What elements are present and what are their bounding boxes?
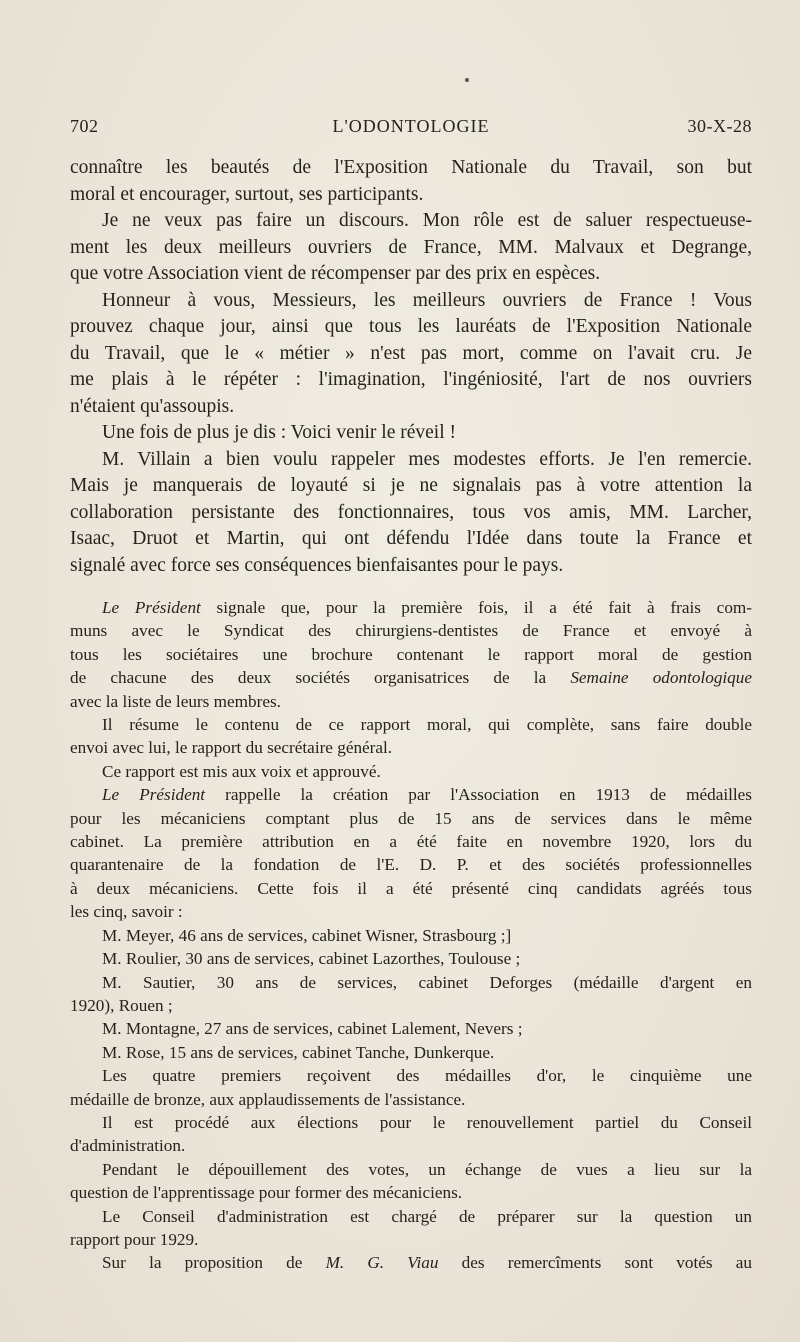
text-line: pour les mécaniciens comptant plus de 15 ans de services dans le même xyxy=(70,808,752,828)
text-line: M. Montagne, 27 ans de services, cabinet Lalement, Nevers ; xyxy=(102,1019,523,1039)
text-line: quarantenaire de la fondation de l'E. D. P. et des sociétés professionnelles xyxy=(70,855,752,875)
text-line: M. Rose, 15 ans de services, cabinet Tanche, Dunkerque. xyxy=(102,1042,495,1062)
emphasis: Semaine odontologique xyxy=(570,668,752,688)
page-number: 702 xyxy=(70,116,99,136)
print-speck xyxy=(465,78,469,82)
text-line: que votre Association vient de récompenser par des prix en espèces. xyxy=(70,263,601,284)
text-line: Ce rapport est mis aux voix et approuvé. xyxy=(102,761,381,781)
text-line: M. Sautier, 30 ans de services, cabinet Deforges (médaille d'argent en xyxy=(102,972,752,992)
text-line: prouvez chaque jour, ainsi que tous les lauréats de l'Exposition Nationale xyxy=(70,316,752,337)
text-line: n'étaient qu'assoupis. xyxy=(70,395,235,417)
text-line: médaille de bronze, aux applaudissements de l'assistance. xyxy=(70,1089,466,1109)
text-line: Les quatre premiers reçoivent des médailles d'or, le cinquième une xyxy=(102,1066,752,1086)
text-line: Isaac, Druot et Martin, qui ont défendu l'Idée dans toute la France et xyxy=(70,528,752,549)
text-line: Le Président rappelle la création par l'Association en 1913 de médailles xyxy=(102,785,752,805)
text-line: muns avec le Syndicat des chirurgiens-dentistes de France et envoyé à xyxy=(70,621,752,641)
text-line: Il résume le contenu de ce rapport moral, qui complète, sans faire double xyxy=(102,715,752,735)
president-label: Le Président xyxy=(102,785,206,805)
text-line: question de l'apprentissage pour former des mécaniciens. xyxy=(70,1183,463,1203)
text-line: tous les sociétaires une brochure contenant le rapport moral de gestion xyxy=(70,644,752,664)
journal-title: L'ODONTOLOGIE xyxy=(332,116,490,136)
text-line: de chacune des deux sociétés organisatrices de la Semaine odontologique xyxy=(70,668,752,688)
running-header xyxy=(70,116,752,146)
text-line: collaboration persistante des fonctionnaires, tous vos amis, MM. Larcher, xyxy=(70,501,752,523)
text-line: 1920), Rouen ; xyxy=(70,995,173,1015)
page-body xyxy=(70,155,752,1275)
text-line: Le Président signale que, pour la première fois, il a été fait à frais com- xyxy=(102,598,753,617)
issue-date: 30-X-28 xyxy=(687,116,752,136)
text-line: moral et encourager, surtout, ses participants. xyxy=(70,183,424,205)
text-line: Je ne veux pas faire un discours. Mon rôle est de saluer respectueuse- xyxy=(102,210,752,231)
meeting-minutes xyxy=(70,596,752,1275)
text-line: Pendant le dépouillement des votes, un échange de vues a lieu sur la xyxy=(102,1159,752,1179)
text-line: rapport pour 1929. xyxy=(70,1229,199,1249)
text-line: Honneur à vous, Messieurs, les meilleurs ouvriers de France ! Vous xyxy=(102,289,752,311)
text-line: cabinet. La première attribution en a été faite en novembre 1920, lors du xyxy=(70,832,752,852)
text-line: Sur la proposition de M. G. Viau des remercîments sont votés au xyxy=(102,1253,752,1273)
text-line: me plais à le répéter : l'imagination, l'ingéniosité, l'art de nos ouvriers xyxy=(70,369,752,390)
speech-text xyxy=(70,155,752,579)
text-line: ment les deux meilleurs ouvriers de France, MM. Malvaux et Degrange, xyxy=(70,236,752,258)
text-line: Mais je manquerais de loyauté si je ne signalais pas à votre attention la xyxy=(70,475,752,496)
text-line: Il est procédé aux élections pour le renouvellement partiel du Conseil xyxy=(102,1112,752,1132)
text-line: les cinq, savoir : xyxy=(70,902,183,922)
text-line: avec la liste de leurs membres. xyxy=(70,691,281,711)
text-line: envoi avec lui, le rapport du secrétaire général. xyxy=(70,738,393,758)
text-line: du Travail, que le « métier » n'est pas mort, comme on l'avait cru. Je xyxy=(70,342,752,364)
text-line: M. Villain a bien voulu rappeler mes modestes efforts. Je l'en remercie. xyxy=(102,448,752,470)
text-line: connaître les beautés de l'Exposition Nationale du Travail, son but xyxy=(70,157,752,178)
emphasis: M. G. Viau xyxy=(325,1253,439,1273)
text-line: M. Roulier, 30 ans de services, cabinet Lazorthes, Toulouse ; xyxy=(102,949,521,969)
text-line: Le Conseil d'administration est chargé de préparer sur la question un xyxy=(102,1206,752,1226)
text-line: signalé avec force ses conséquences bienfaisantes pour le pays. xyxy=(70,554,564,576)
text-line: à deux mécaniciens. Cette fois il a été présenté cinq candidats agréés tous xyxy=(70,878,752,898)
text-line: Une fois de plus je dis : Voici venir le réveil ! xyxy=(102,422,456,443)
text-line: d'administration. xyxy=(70,1136,186,1156)
president-label: Le Président xyxy=(102,598,201,617)
text-line: M. Meyer, 46 ans de services, cabinet Wisner, Strasbourg ;] xyxy=(102,925,512,945)
